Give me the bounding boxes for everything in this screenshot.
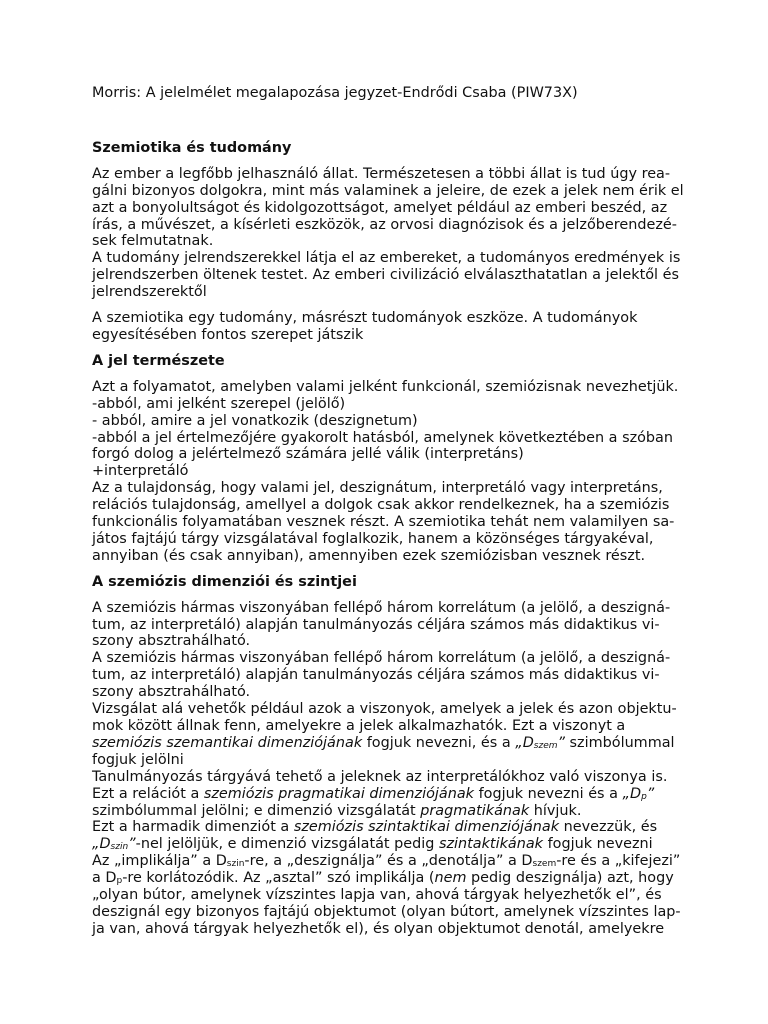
- text-line: Azt a folyamatot, amelyben valami jelként funkcionál, szemiózisnak nevezhetjük.: [92, 378, 679, 395]
- text-line: funkcionális folyamatában vesznek részt. A szemiotika tehát nem valamilyen sa-: [92, 514, 675, 531]
- text-line: gálni bizonyos dolgokra, mint más valaminek a jeleire, de ezek a jelek nem érik el: [92, 182, 684, 199]
- text-fragment: fogjuk nevezni, és a: [362, 734, 516, 751]
- text-line: A tudomány jelrendszerekkel látja el az embereket, a tudományos eredmények is: [92, 250, 681, 267]
- text-line: játos fajtájú tárgy vizsgálatával foglalkozik, hanem a közönséges tárgyakéval,: [92, 530, 654, 547]
- text-line: jelrendszerben öltenek testet. Az emberi civilizáció elválaszthatatlan a jelektől és: [92, 267, 679, 284]
- text-line: annyiban (és csak annyiban), amennyiben ezek szemiózisban vesznek részt.: [92, 547, 646, 564]
- text-line: írás, a művészet, a kísérleti eszközök, az orvosi diagnózisok és a jelzőberendezé-: [92, 216, 677, 233]
- text-line: [92, 819, 682, 836]
- text-line: deszignál egy bizonyos fajtájú objektumot (olyan bútort, amelynek vízszintes lap-: [92, 903, 681, 920]
- text-fragment: hívjuk.: [529, 802, 582, 819]
- text-line: [92, 786, 682, 803]
- document-header: Morris: A jelelmélet megalapozása jegyzet-Endrődi Csaba (PIW73X): [92, 85, 578, 101]
- text-line: Az a tulajdonság, hogy valami jel, deszignátum, interpretáló vagy interpretáns,: [92, 480, 663, 497]
- text-line: [92, 803, 682, 820]
- italic-term: szemiózis szemantikai dimenziójának: [92, 734, 363, 751]
- text-fragment: nevezzük, és: [559, 819, 658, 836]
- text-line: -abból a jel értelmezőjére gyakorolt hatásból, amelynek következtében a szóban: [92, 429, 673, 446]
- italic-term: szemiózis pragmatikai dimenziójának: [203, 785, 474, 802]
- text-fragment: Ezt a harmadik dimenziót a: [92, 819, 294, 836]
- text-line: sek felmutatnak.: [92, 233, 214, 250]
- text-line: [92, 735, 682, 752]
- italic-term: nem: [434, 870, 467, 887]
- text-line: -abból, ami jelként szerepel (jelölő): [92, 395, 346, 412]
- text-line: „olyan bútor, amelynek vízszintes lapja van, ahová tárgyak helyezhetők el”, és: [92, 887, 662, 904]
- text-line: [92, 836, 682, 853]
- italic-term: szintaktikának: [438, 836, 543, 853]
- text-line: ja van, ahová tárgyak helyezhetők el), és olyan objektumot denotál, amelyekre: [92, 920, 665, 937]
- paragraph-dimenziok: [92, 600, 682, 938]
- section-title-szemiotika: Szemiotika és tudomány: [92, 139, 292, 156]
- text-fragment: -nel jelöljük, e dimenzió vizsgálatát pedig: [135, 836, 439, 853]
- symbol-d-szin: $„D_{szin}$”: [92, 836, 136, 853]
- text-line: forgó dolog a jelértelmező számára jellé válik (interpretáns): [92, 446, 524, 463]
- subscript: szin: [226, 859, 245, 870]
- text-line: fogjuk jelölni: [92, 751, 184, 768]
- text-line: mok között állnak fenn, amelyekre a jelek alkalmazhatók. Ezt a viszonyt a: [92, 718, 626, 734]
- text-line: A szemiotika egy tudomány, másrészt tudományok eszköze. A tudományok: [92, 310, 638, 327]
- text-fragment: fogjuk nevezni és a: [474, 785, 623, 802]
- text-line: Az ember a legfőbb jelhasználó állat. Természetesen a többi állat is tud úgy rea-: [92, 165, 671, 182]
- italic-term: szemiózis szintaktikai dimenziójának: [293, 819, 560, 836]
- text-line: tum, az interpretáló) alapján tanulmányozás céljára számos más didaktikus vi-: [92, 616, 660, 633]
- section-title-dimenziok: A szemiózis dimenziói és szintjei: [92, 573, 357, 590]
- text-line: - abból, amire a jel vonatkozik (deszignetum): [92, 412, 418, 429]
- text-line: tum, az interpretáló) alapján tanulmányozás céljára számos más didaktikus vi-: [92, 667, 660, 684]
- text-fragment: Ezt a relációt a: [92, 785, 204, 802]
- text-line: relációs tulajdonság, amellyel a dolgok csak akkor rendelkeznek, ha a szemiózis: [92, 497, 670, 514]
- text-line: szony absztrahálható.: [92, 633, 251, 650]
- text-fragment: szimbólummal: [564, 734, 675, 751]
- document-page: [92, 85, 682, 938]
- text-line: Tanulmányozás tárgyává tehető a jeleknek az interpretálókhoz való viszonya is.: [92, 768, 668, 785]
- paragraph-szemiotika-1: [92, 166, 682, 301]
- subscript: p: [116, 876, 123, 887]
- subscript: szem: [532, 859, 557, 870]
- text-line: jelrendszerektől: [92, 284, 207, 301]
- text-fragment: szimbólummal jelölni; e dimenzió vizsgálatát: [92, 802, 421, 819]
- paragraph-szemiotika-2: [92, 310, 682, 344]
- section-title-jel: A jel természete: [92, 352, 225, 369]
- text-fragment: fogjuk nevezni: [543, 836, 653, 853]
- text-line: szony absztrahálható.: [92, 684, 251, 701]
- text-line: a $D_p-re$ korlátozódik. Az „asztal” szó implikálja (nem pedig deszignálja) azt, hogy: [92, 870, 674, 887]
- text-line: Az „implikálja” a $D_{szin}-re$, a „deszignálja” és a „denotálja” a $D_{szem}-re$ és a „kifejezi”: [92, 853, 681, 870]
- symbol-d-szem: $„D_{szem}$”: [515, 734, 565, 751]
- text-line: +interpretáló: [92, 463, 189, 480]
- text-line: Vizsgálat alá vehetők például azok a viszonyok, amelyek a jelek és azon objektu-: [92, 701, 677, 718]
- text-line: egyesítésében fontos szerepet játszik: [92, 326, 364, 343]
- paragraph-jel: [92, 379, 682, 565]
- italic-term: pragmatikának: [420, 802, 530, 819]
- text-line: A szemiózis hármas viszonyában fellépő három korrelátum (a jelölő, a deszigná-: [92, 650, 671, 667]
- text-line: azt a bonyolultságot és kidolgozottságot, amelyet például az emberi beszéd, az: [92, 199, 668, 216]
- text-line: A szemiózis hármas viszonyában fellépő három korrelátum (a jelölő, a deszigná-: [92, 599, 671, 616]
- symbol-d-p: $„D_p$”: [622, 785, 655, 802]
